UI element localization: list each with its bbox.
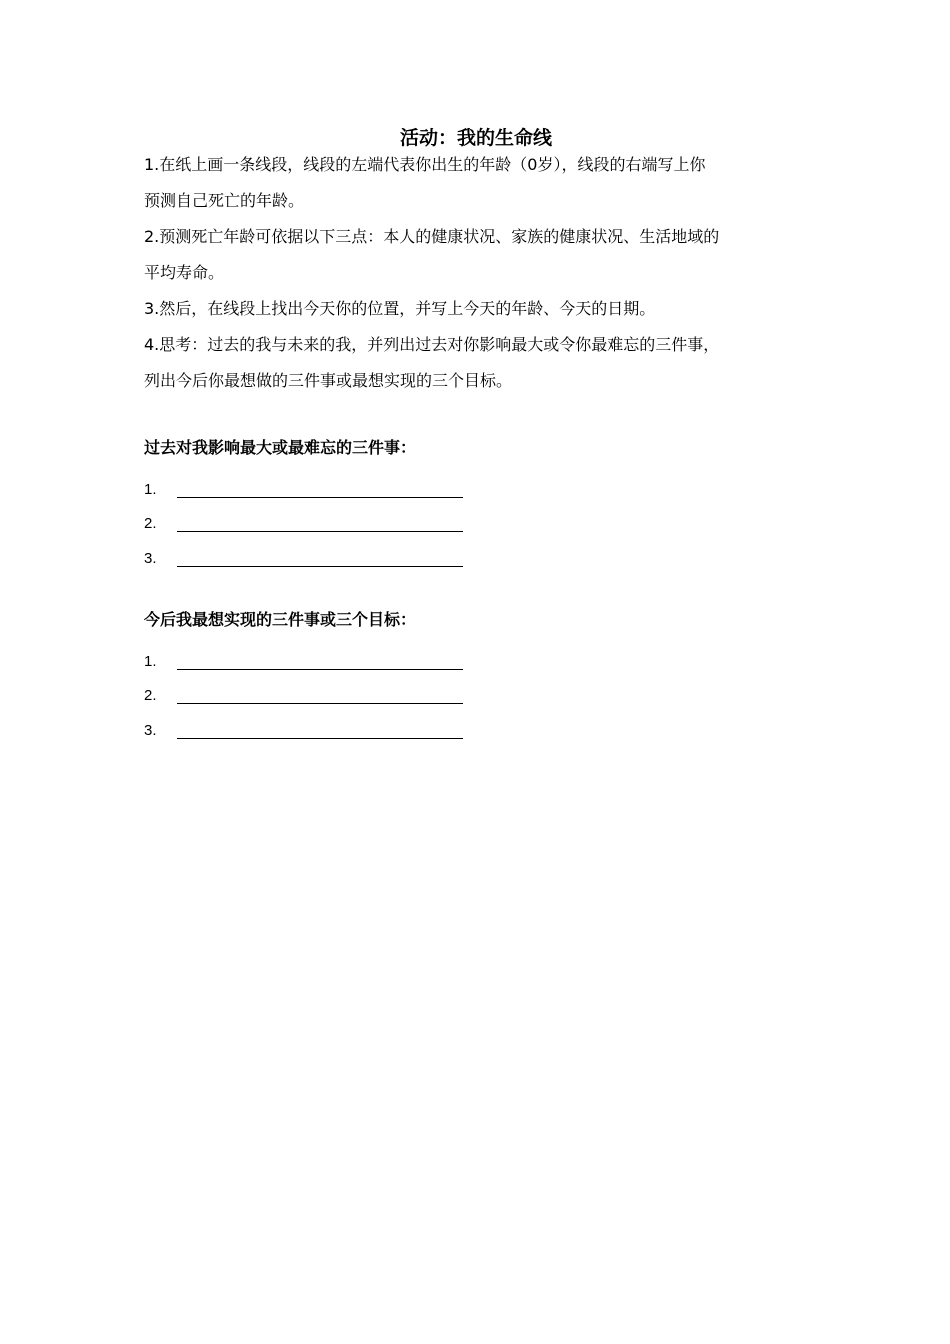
instruction-line: 预测自己死亡的年龄。	[144, 191, 305, 210]
past-events-section	[144, 436, 808, 570]
item-number: 1.	[144, 652, 157, 670]
instruction-line: 3.然后，在线段上找出今天你的位置，并写上今天的年龄、今天的日期。	[144, 299, 656, 318]
instruction-line: 平均寿命。	[144, 263, 225, 282]
list-item	[144, 638, 808, 673]
page-title: 活动：我的生命线	[399, 127, 552, 149]
list-item	[144, 466, 808, 501]
fill-in-blank[interactable]	[177, 720, 463, 739]
list-item	[144, 535, 808, 570]
future-goals-heading: 今后我最想实现的三件事或三个目标：	[144, 610, 417, 629]
future-goals-section	[144, 608, 808, 742]
future-goals-list	[144, 638, 808, 742]
document-page	[144, 0, 808, 1344]
instruction-line: 4.思考：过去的我与未来的我，并列出过去对你影响最大或令你最难忘的三件事，	[144, 335, 720, 354]
item-number: 2.	[144, 687, 157, 704]
past-events-list	[144, 466, 808, 570]
instructions-block	[144, 147, 808, 399]
list-item	[144, 501, 808, 536]
list-item	[144, 707, 808, 742]
item-number: 2.	[144, 515, 157, 532]
fill-in-blank[interactable]	[177, 651, 463, 670]
fill-in-blank[interactable]	[177, 685, 463, 704]
fill-in-blank[interactable]	[177, 548, 463, 567]
instruction-line: 2.预测死亡年龄可依据以下三点：本人的健康状况、家族的健康状况、生活地域的	[144, 227, 720, 246]
item-number: 1.	[144, 480, 157, 498]
item-number: 3.	[144, 721, 157, 739]
past-events-heading: 过去对我影响最大或最难忘的三件事：	[144, 438, 417, 457]
list-item	[144, 673, 808, 708]
fill-in-blank[interactable]	[177, 479, 463, 498]
instruction-line: 1.在纸上画一条线段，线段的左端代表你出生的年龄（0岁），线段的右端写上你	[144, 155, 706, 174]
item-number: 3.	[144, 549, 157, 567]
instruction-line: 列出今后你最想做的三件事或最想实现的三个目标。	[144, 371, 513, 390]
fill-in-blank[interactable]	[177, 513, 463, 532]
